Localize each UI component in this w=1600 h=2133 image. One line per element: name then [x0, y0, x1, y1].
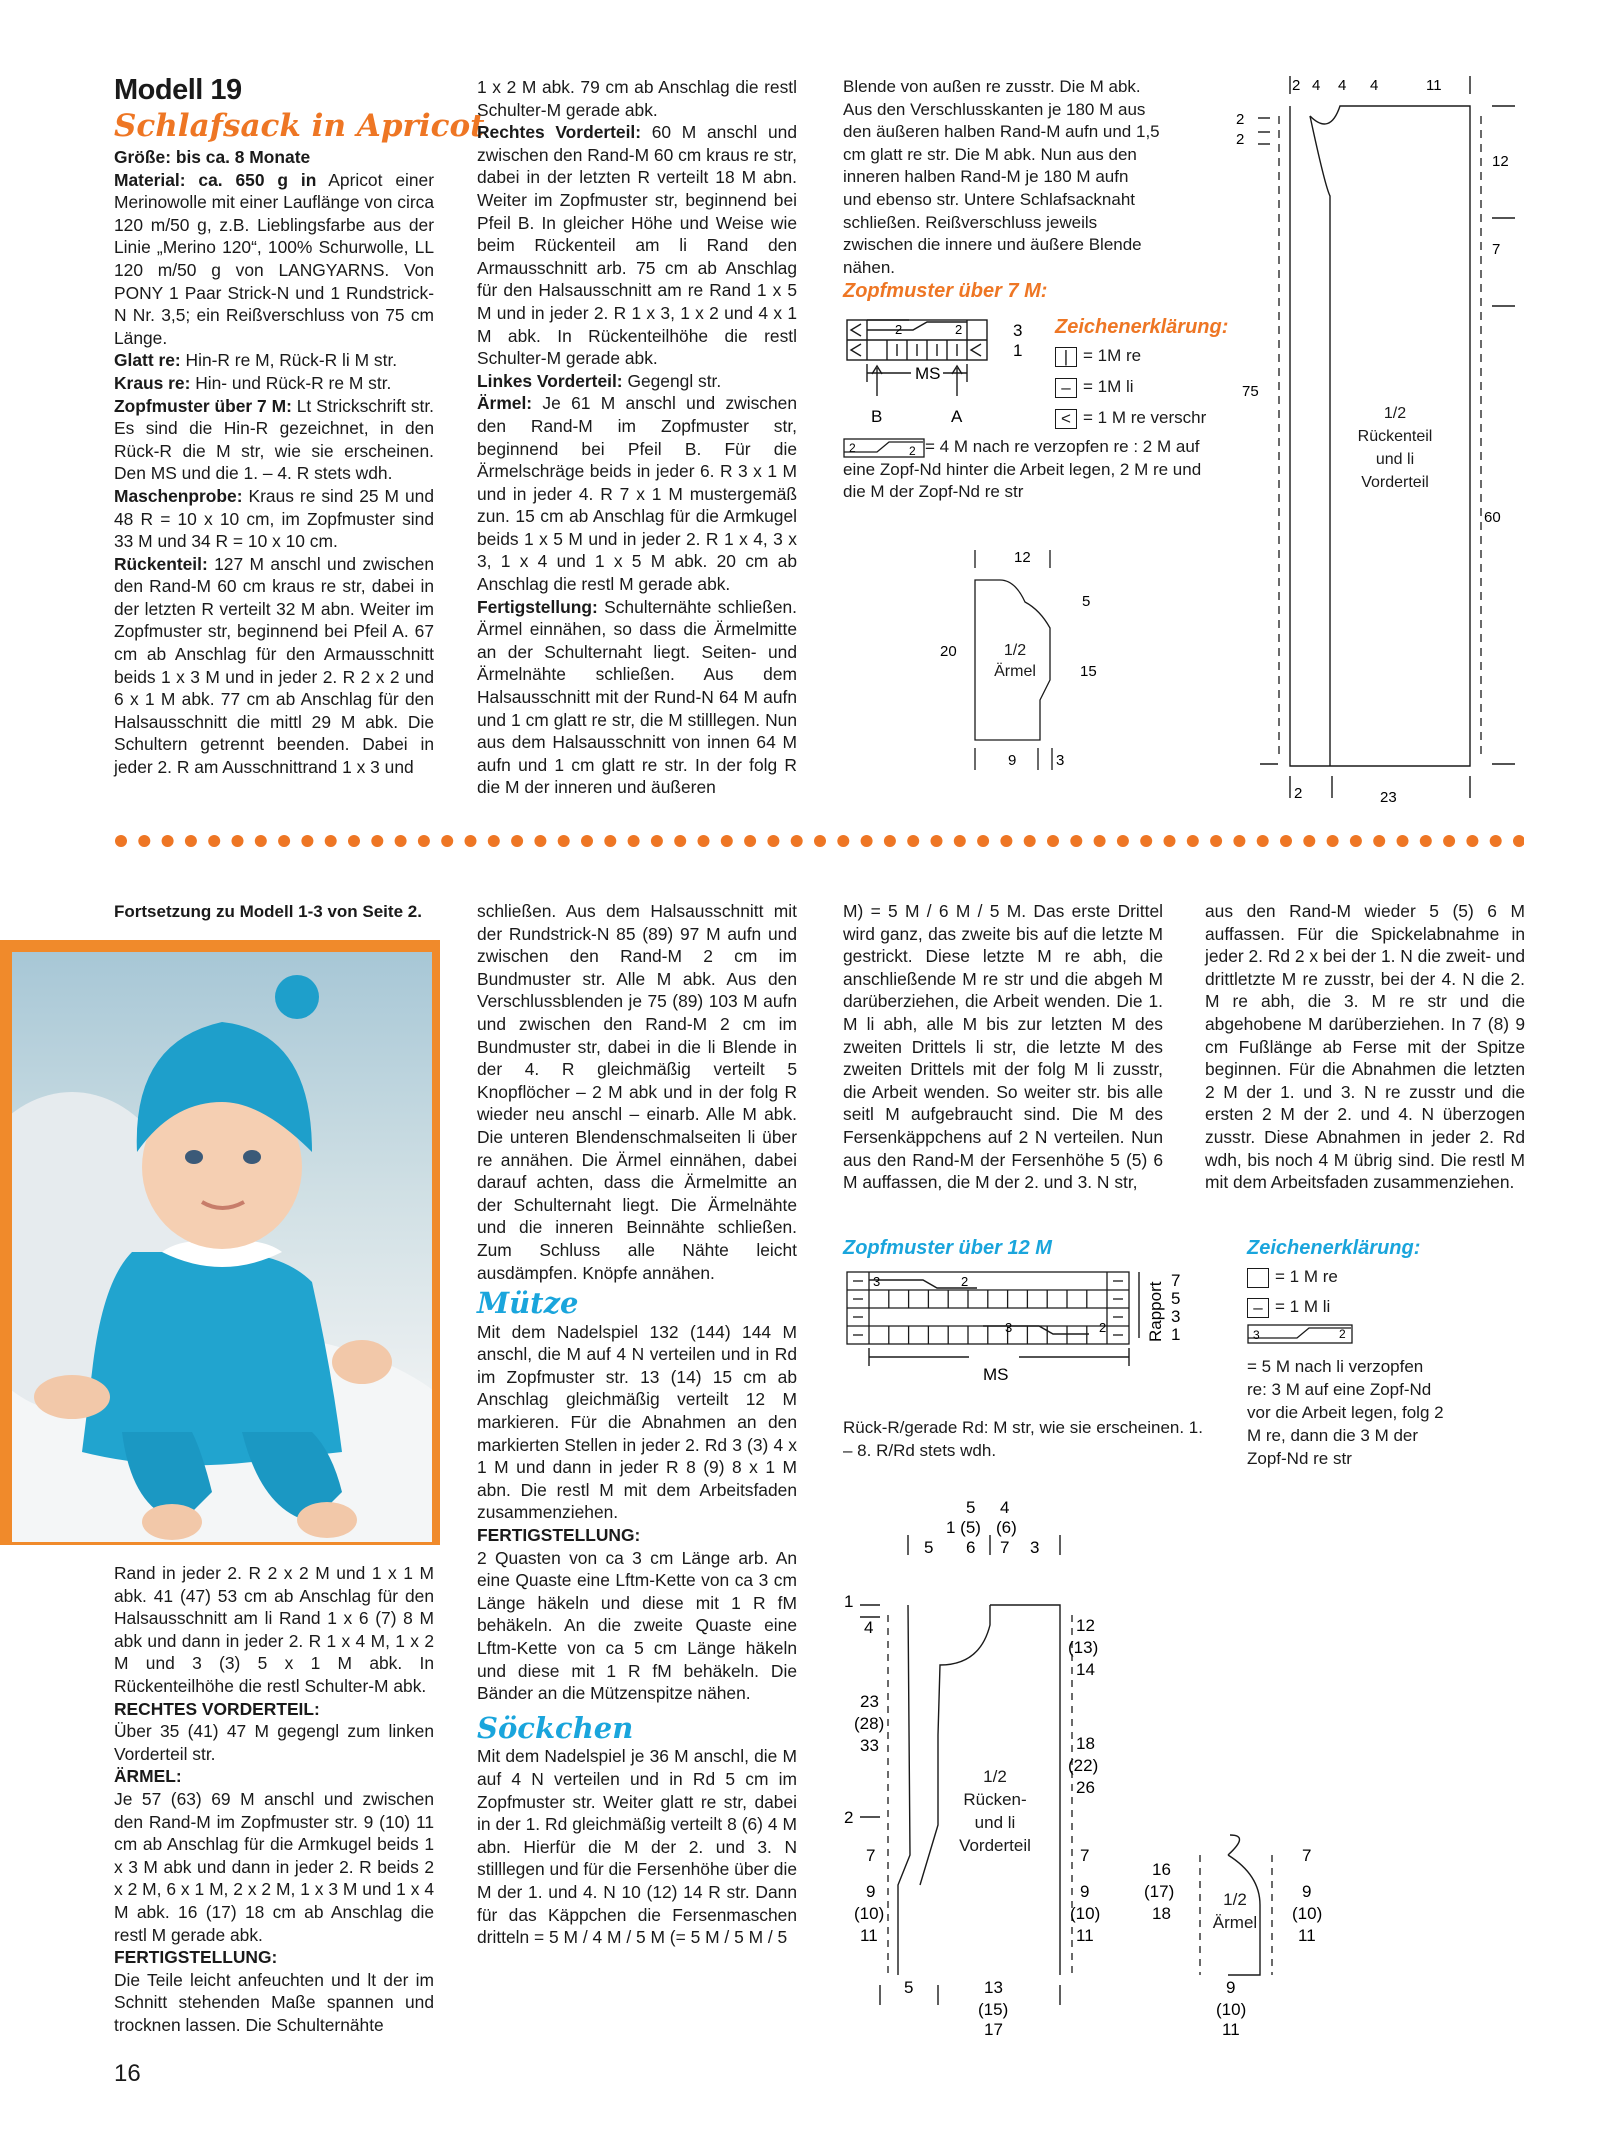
- divider-dot: [1140, 835, 1152, 847]
- socks-text-continued: M) = 5 M / 6 M / 5 M. Das erste Drittel wird ganz, das zweite bis auf die letzte M gestrickt. Diese letzte M re abh, die anschließende M re str und die abgeh M darüberziehen, die Arbeit wenden. Die 1. M li abh, alle M bis zur letzten M des zweiten Drittels li str, die letzte M des zweiten Drittels mit der folg M li zusstr, die Arbeit wenden. So weiter str. bis alle seitl M aufgebraucht sind. Die M des Fersenkäppchens auf 2 N verteilen. Nun aus den Rand-M der Fersenhöhe 5 (5) 6 M auffassen, die M der 2. und 3. N str,: [843, 901, 1163, 1193]
- sleeve2-dim: 9: [1226, 1978, 1236, 1997]
- divider-dot: [1187, 835, 1199, 847]
- romper-dim: 9: [866, 1882, 876, 1901]
- row-number: 1: [1013, 341, 1023, 360]
- divider-dot: [162, 835, 174, 847]
- divider-dot: [395, 835, 407, 847]
- paragraph: [477, 76, 797, 121]
- arrow-b-label: B: [871, 407, 883, 426]
- cable-cell-label: 2: [1099, 1320, 1107, 1335]
- divider-dot: [1420, 835, 1432, 847]
- text-column-3: [843, 76, 1161, 279]
- divider-dot: [1210, 835, 1222, 847]
- paragraph: [114, 395, 434, 485]
- cable-explanation: 2 2 = 4 M nach re verzopfen re : 2 M auf eine Zopf-Nd hinter die Arbeit legen, 2 M re und die M der Zopf-Nd re str: [843, 437, 1202, 502]
- ms-label: MS: [915, 364, 941, 383]
- paragraph: [114, 169, 434, 350]
- romper-dim: 14: [1076, 1660, 1095, 1679]
- paragraph-text: Hin- und Rück-R re M str.: [190, 372, 392, 393]
- divider-dot: [511, 835, 523, 847]
- paragraph: [477, 370, 797, 393]
- legend-list: [1055, 340, 1206, 433]
- romper-dim: 2: [844, 1808, 854, 1827]
- romper-schematic: [840, 1495, 1340, 2055]
- row-number: 7: [1171, 1271, 1181, 1290]
- muetze-subheading: FERTIGSTELLUNG:: [477, 1525, 641, 1546]
- divider-dot: [744, 835, 756, 847]
- divider-dot: [977, 835, 989, 847]
- sleeve2-dim: 11: [1298, 1926, 1316, 1945]
- paragraph: [114, 485, 434, 553]
- muetze-text: Mit dem Nadelspiel 132 (144) 144 M anschl, die M auf 4 N verteilen und in Rd im Zopfmuster str. 13 (14) 15 cm ab Anschlag gleichmäßig verteilt 12 M markieren. Für die Abnahmen an den markierten Stellen in jeder 2. Rd 3 (3) 4 x 1 M und dann in jeder R 8 (9) 8 x 1 M abn. Die restl M mit dem Arbeitsfaden zusammenziehen.: [477, 1321, 797, 1523]
- body-dim-right: 7: [1492, 241, 1501, 258]
- divider-dot: [348, 835, 360, 847]
- divider-dot: [1350, 835, 1362, 847]
- sleeve2-dim: 7: [1302, 1846, 1312, 1865]
- divider-dot: [837, 835, 849, 847]
- sleeve2-dim: 11: [1222, 2020, 1240, 2039]
- divider-dot: [465, 835, 477, 847]
- knit-symbol-icon: [1247, 1268, 1269, 1288]
- rapport-label: Rapport: [1146, 1281, 1165, 1342]
- divider-dot: [581, 835, 593, 847]
- divider-dot: [721, 835, 733, 847]
- paragraph: [114, 372, 434, 395]
- romper-dim: 7: [1000, 1538, 1010, 1557]
- body-dim-top: 4: [1312, 77, 1321, 94]
- finishing-text: schließen. Aus dem Halsausschnitt mit der Rundstrick-N 85 (89) 97 M aufn und zwischen den Rand-M 2 cm im Bundmuster str. Alle M abk. Aus den Verschlussblenden je 75 (89) 103 M aufn und zwischen den Rand-M 2 cm im Bundmuster str, dabei in die li Blende in der 4. R gleichmäßig verteilt 5 Knopflöcher – 2 M abk und in der folg R wieder neu anschl – einarb. Alle M abk. Die unteren Blendenschmalseiten li über re annähen. Die Ärmel einnähen, dabei darauf achten, dass die Ärmelmitte an der Schulternaht liegt. Die Ärmelnähte und die inneren Beinnähte schließen. Zum Schluss alle Nähte leicht ausdämpfen. Knöpfe annähen.: [477, 901, 797, 1283]
- socks-heading: Söckchen: [477, 1710, 634, 1745]
- svg-text:3: 3: [1253, 1328, 1260, 1342]
- sleeve2-dim: (10): [1216, 2000, 1247, 2019]
- body-dim-right: 12: [1492, 153, 1509, 170]
- text-column-1: [114, 146, 434, 779]
- paragraph-text: Schulternähte schließen. Ärmel einnähen, so dass die Ärmelmitte an der Schulternaht liegt. Seiten- und Ärmelnähte schließen. Aus dem Halsausschnitt mit der Rund-N 64 M aufn und 1 cm glatt re str, die M stilllegen. Nun aus dem Halsausschnitt von innen 64 M aufn und 1 cm glatt re str. In der folg R die M der inneren und äußeren: [477, 596, 797, 798]
- romper-label: 1/2 Rücken- und li Vorderteil: [959, 1767, 1031, 1855]
- paragraph-lead: Größe: bis ca. 8 Monate: [114, 147, 311, 167]
- romper-dim: 23: [860, 1692, 879, 1711]
- romper-dim: 5: [966, 1498, 976, 1517]
- romper-dim: (6): [996, 1518, 1017, 1537]
- ms-label: MS: [983, 1365, 1009, 1384]
- legend-item-knit: | = 1M re: [1055, 340, 1206, 371]
- page-number: 16: [114, 2060, 141, 2087]
- paragraph: [114, 1946, 434, 1969]
- paragraph: [114, 349, 434, 372]
- divider-dot: [325, 835, 337, 847]
- legend2-cable-text: = 5 M nach li verzopfen re: 3 M auf eine Zopf-Nd vor die Arbeit legen, folg 2 M re, dann die 3 M der Zopf-Nd re str: [1247, 1357, 1444, 1468]
- divider-dot: [884, 835, 896, 847]
- body-dim-top: 2: [1292, 77, 1301, 94]
- sleeve2-dim: 16: [1152, 1860, 1171, 1879]
- muetze-finishing: 2 Quasten von ca 3 cm Länge arb. An eine Quaste eine Lftm-Kette von ca 3 cm Länge häkeln und diese mit 1 R fM behäkeln. An die zweite Quaste eine Lftm-Kette von ca 5 cm Länge häkeln und diese mit 1 R fM behäkeln. Die Bänder an die Mützenspitze nähen.: [477, 1547, 797, 1704]
- zopf12-note: Rück-R/gerade Rd: M str, wie sie erscheinen. 1. – 8. R/Rd stets wdh.: [843, 1418, 1203, 1460]
- romper-dim: 26: [1076, 1778, 1095, 1797]
- socks-text-continued: aus den Rand-M wieder 5 (5) 6 M auffassen. Für die Spickelabnahme in jeder 2. Rd 2 x bei der 1. N die zweit- und drittletzte M re zusstr, bei der 4. N die 2. M re abh, die 3. M re str und die abgehobene M darüberziehen. In 7 (8) 9 cm Fußlänge ab Ferse mit der Spitze beginnen. Für die Abnahmen die letzten 2 M der 1. und 3. N re zusstr und die ersten 2 M der 2. und 4. N überzogen zusstr. Diese Abnahmen in jeder 2. Rd wdh, bis noch 4 M übrig sind. Die restl M mit dem Arbeitsfaden zusammenziehen.: [1205, 901, 1525, 1193]
- divider-dot: [1466, 835, 1478, 847]
- paragraph-lead: Glatt re:: [114, 350, 181, 371]
- cable-cell-label: 3: [1005, 1320, 1013, 1335]
- model-title: Modell 19: [114, 74, 242, 106]
- zopf12-heading: Zopfmuster über 12 M: [843, 1237, 1052, 1259]
- paragraph-text: Lt Strickschrift str. Es sind die Hin-R gezeichnet, in den Rück-R die M str, wie sie erscheinen. Den MS und die 1. – 4. R stets wdh.: [114, 395, 435, 484]
- divider-dot: [278, 835, 290, 847]
- body-dim-left: 2: [1236, 131, 1245, 148]
- divider-dot: [1373, 835, 1385, 847]
- divider-dot: [1257, 835, 1269, 847]
- paragraph-text: Gegengl str.: [622, 370, 722, 391]
- paragraph-lead: Ärmel:: [477, 393, 533, 414]
- model-subtitle: Schlafsack in Apricot: [114, 108, 485, 144]
- paragraph-lead: Rückenteil:: [114, 553, 208, 574]
- body-dim-top: 4: [1370, 77, 1379, 94]
- paragraph-lead: Maschenprobe:: [114, 485, 243, 506]
- legend-heading: Zeichenerklärung:: [1055, 316, 1229, 338]
- divider-dot: [371, 835, 383, 847]
- knit-symbol-icon: |: [1055, 347, 1077, 367]
- paragraph: [477, 392, 797, 595]
- sleeve2-label: 1/2 Ärmel: [1212, 1890, 1258, 1932]
- paragraph-lead: Fertigstellung:: [477, 596, 598, 617]
- romper-dim: (10): [1070, 1904, 1101, 1923]
- sleeve-dim-bottom: 9: [1008, 752, 1017, 769]
- romper-dim: (15): [978, 2000, 1009, 2019]
- paragraph-lead: Kraus re:: [114, 372, 191, 393]
- divider-dot: [1513, 835, 1524, 847]
- paragraph-text: Rand in jeder 2. R 2 x 2 M und 1 x 1 M abk. 41 (47) 53 cm ab Anschlag für den Halsausschnitt am li Rand 1 x 6 (7) 8 M abk und dann in jeder 2. R 1 x 4 M, 1 x 2 M und 3 (3) 5 x 1 M abk. In Rückenteilhöhe die restl Schulter-M abk.: [114, 1563, 434, 1696]
- divider-dot: [674, 835, 686, 847]
- divider-dot: [1233, 835, 1245, 847]
- divider-dot: [1490, 835, 1502, 847]
- divider-dot: [1397, 835, 1409, 847]
- instructions-continued: Blende von außen re zusstr. Die M abk. Aus den Verschlusskanten je 180 M aus den äußeren halben Rand-M aufn und 1,5 cm glatt re str. Die M abk. Nun aus den inneren halben Rand-M je 180 M aufn und ebenso str. Untere Schlafsacknaht schließen. Reißverschluss jeweils zwischen die innere und äußere Blende nähen.: [843, 77, 1160, 277]
- divider-dot: [954, 835, 966, 847]
- legend-item-twisted: < = 1 M re verschr: [1055, 402, 1206, 433]
- divider-dot: [185, 835, 197, 847]
- romper-dim: 6: [966, 1538, 976, 1557]
- baby-photo: [0, 940, 440, 1545]
- divider-dot: [301, 835, 313, 847]
- paragraph: [114, 1765, 434, 1788]
- cable-5-icon: [1247, 1324, 1353, 1354]
- divider-dot: [418, 835, 430, 847]
- sleeve-dim-right: 15: [1080, 663, 1097, 680]
- sleeve2-dim: (17): [1144, 1882, 1175, 1901]
- divider-dot: [1303, 835, 1315, 847]
- romper-dim: (28): [854, 1714, 885, 1733]
- divider-dot: [488, 835, 500, 847]
- cable-chart-7: [843, 316, 1043, 434]
- romper-dim: 13: [984, 1978, 1003, 1997]
- photo-content: [12, 952, 432, 1542]
- paragraph: [114, 1788, 434, 1946]
- divider-dot: [767, 835, 779, 847]
- paragraph: [114, 553, 434, 779]
- arrow-a-label: A: [951, 407, 963, 426]
- romper-dim: 1: [844, 1592, 854, 1611]
- romper-dim: 7: [1080, 1846, 1090, 1865]
- paragraph: [114, 1969, 434, 2037]
- divider-dot: [441, 835, 453, 847]
- body-dim-left: 75: [1242, 383, 1259, 400]
- romper-dim: 4: [1000, 1498, 1010, 1517]
- divider-dot: [1117, 835, 1129, 847]
- continuation-heading: Fortsetzung zu Modell 1-3 von Seite 2.: [114, 902, 422, 921]
- purl-symbol-icon: –: [1247, 1298, 1269, 1318]
- row-number: 5: [1171, 1289, 1181, 1308]
- romper-dim: (10): [854, 1904, 885, 1923]
- divider-dot: [861, 835, 873, 847]
- svg-text:2: 2: [849, 440, 856, 455]
- paragraph-lead: Linkes Vorderteil:: [477, 370, 623, 391]
- sleeve-label: 1/2 Ärmel: [994, 642, 1036, 680]
- body-dim-bottom: 2: [1294, 785, 1303, 802]
- cable-4-icon: [843, 438, 925, 458]
- paragraph-lead: Material: ca. 650 g in: [114, 169, 317, 190]
- text-column-2: [477, 76, 797, 799]
- paragraph-text: Über 35 (41) 47 M gegengl zum linken Vorderteil str.: [114, 1721, 434, 1764]
- paragraph-text: Je 61 M anschl und zwischen den Rand-M im Zopfmuster str, beginnend bei Pfeil B. Für die Ärmelschräge beids in jeder 6. R 3 x 1 M und in jeder 4. R 7 x 1 M mustergemäß zun. 15 cm ab Anschlag für die Armkugel beids 1 x 5 M und in jeder 2. R 1 x 4, 3 x 3, 1 x 4 und 1 x 5 M abk. 20 cm ab Anschlag die restl M gerade abk.: [477, 393, 797, 595]
- paragraph-lead: Rechtes Vorderteil:: [477, 122, 642, 143]
- divider-dot: [1164, 835, 1176, 847]
- legend2-item-knit: = 1 M re: [1247, 1262, 1353, 1292]
- text-column-b1: [114, 1562, 434, 2036]
- paragraph-text: Die Teile leicht anfeuchten und lt der im Schnitt stehenden Maße spannen und trocknen lassen. Die Schulternähte: [114, 1969, 434, 2035]
- row-number: 1: [1171, 1325, 1181, 1344]
- paragraph: [114, 1698, 434, 1721]
- divider-dot: [1024, 835, 1036, 847]
- romper-dim: 5: [924, 1538, 934, 1557]
- paragraph: [114, 146, 434, 169]
- cable-cell-label: 2: [955, 322, 963, 337]
- romper-dim: 7: [866, 1846, 876, 1865]
- divider-dot: [698, 835, 710, 847]
- socks-text: Mit dem Nadelspiel je 36 M anschl, die M auf 4 N verteilen und in Rd 5 cm im Zopfmuster str. Weiter glatt re str, dabei in der 1. Rd gleichmäßig verteilt 8 (6) 4 M abn. Hierfür die M der 2. und 3. N stilllegen und für die Fersenhöhe über die M der 1. und 4. N 10 (12) 14 R str. Dann für das Käppchen die Fersenmaschen dritteln = 5 M / 4 M / 5 M (= 5 M / 5 M / 5: [477, 1746, 798, 1948]
- cable-cell-label: 2: [961, 1274, 969, 1289]
- sleeve-dim-left: 20: [940, 643, 957, 660]
- sleeve2-dim: (10): [1292, 1904, 1323, 1923]
- divider-dot: [1070, 835, 1082, 847]
- paragraph: [114, 1562, 434, 1698]
- paragraph-text: 60 M anschl und zwischen den Rand-M 60 cm kraus re str, dabei in der letzten R verteilt 18 M abn. Weiter im Zopfmuster str, beginnend bei Pfeil B. In gleicher Höhe und Weise wie beim Rückenteil am li Rand den Armausschnitt arb. 75 cm ab Anschlag für den Halsausschnitt am re Rand 1 x 5 M und in jeder 2. R 1 x 3, 1 x 2 und 4 x 1 M abk. In Rückenteilhöhe die restl Schulter-M gerade abk.: [477, 122, 797, 369]
- paragraph-text: 127 M anschl und zwischen den Rand-M 60 cm kraus re str, dabei in der letzten R verteilt 32 M abn. Weiter im Zopfmuster str, beginnend bei Pfeil A. 67 cm ab Anschlag für den Armausschnitt beids 1 x 3 M und in jeder 2. R 2 x 2 und 6 x 1 M abk. 77 cm ab Anschlag für den Halsausschnitt die mittl 29 M abk. Die Schultern getrennt beenden. Dabei in jeder 2. R am Ausschnittrand 1 x 3 und: [114, 553, 434, 778]
- paragraph-lead: ÄRMEL:: [114, 1766, 182, 1787]
- divider-dot: [138, 835, 150, 847]
- divider-dot: [791, 835, 803, 847]
- divider-dot: [1280, 835, 1292, 847]
- romper-dim: 9: [1080, 1882, 1090, 1901]
- paragraph-text: Kraus re sind 25 M und 48 R = 10 x 10 cm, im Zopfmuster sind 33 M und 34 R = 10 x 10 cm.: [114, 485, 434, 552]
- divider-dot: [651, 835, 663, 847]
- paragraph-text: 1 x 2 M abk. 79 cm ab Anschlag die restl Schulter-M gerade abk.: [477, 77, 797, 120]
- romper-dim: 3: [1030, 1538, 1040, 1557]
- paragraph: [114, 1720, 434, 1765]
- romper-dim: 18: [1076, 1734, 1095, 1753]
- legend2-item-purl: – = 1 M li: [1247, 1292, 1353, 1322]
- cable-chart-12: [843, 1262, 1203, 1392]
- cable-cell-label: 2: [895, 322, 903, 337]
- divider-dot: [1000, 835, 1012, 847]
- divider-dot: [1047, 835, 1059, 847]
- muetze-heading: Mütze: [477, 1286, 579, 1321]
- body-dim-bottom: 23: [1380, 789, 1397, 806]
- divider-dot: [604, 835, 616, 847]
- paragraph-lead: Zopfmuster über 7 M:: [114, 395, 292, 416]
- zopf7-heading: Zopfmuster über 7 M:: [843, 280, 1048, 302]
- divider-dot: [907, 835, 919, 847]
- body-dim-top: 11: [1426, 77, 1442, 94]
- divider-dot: [1327, 835, 1339, 847]
- paragraph-text: Apricot einer Merinowolle mit einer Lauflänge von circa 120 m/50 g, z.B. Lieblingsfarbe aus der Linie „Merino 120“, 100% Schurwolle, LL 120 m/50 g von LANGYARNS. Von PONY 1 Paar Strick-N und 1 Rundstrick-N Nr. 3,5; ein Reißverschluss von 75 cm Länge.: [114, 169, 434, 348]
- purl-symbol-icon: –: [1055, 378, 1077, 398]
- romper-dim: 5: [904, 1978, 914, 1997]
- paragraph-lead: RECHTES VORDERTEIL:: [114, 1698, 320, 1719]
- romper-dim: 4: [864, 1618, 874, 1637]
- divider-dot: [534, 835, 546, 847]
- row-number: 3: [1013, 321, 1023, 340]
- paragraph: [477, 121, 797, 370]
- legend-item-purl: – = 1M li: [1055, 371, 1206, 402]
- body-dim-top: 4: [1338, 77, 1347, 94]
- divider-dot: [814, 835, 826, 847]
- paragraph-text: Je 57 (63) 69 M anschl und zwischen den Rand-M im Zopfmuster str. 9 (10) 11 cm ab Anschlag für die Armkugel beids 1 x 3 M abk und dann in jeder 2. R beids 2 x 2 M, 6 x 1 M, 2 x 2 M, 1 x 3 M und 1 x 4 M abk. 16 (17) 18 cm ab Anschlag die restl M gerade abk.: [114, 1788, 434, 1945]
- row-number: 3: [1171, 1307, 1181, 1326]
- legend2-heading: Zeichenerklärung:: [1247, 1237, 1421, 1259]
- romper-dim: 17: [984, 2020, 1003, 2039]
- divider-dot: [931, 835, 943, 847]
- divider-dot: [208, 835, 220, 847]
- sleeve-dim-bottom: 3: [1056, 752, 1065, 769]
- romper-dim: 11: [1076, 1926, 1094, 1945]
- divider-dot: [628, 835, 640, 847]
- text-column-b4: [1205, 900, 1525, 1194]
- legend2-list: [1247, 1262, 1353, 1354]
- dotted-divider: [114, 833, 1524, 849]
- divider-dot: [115, 835, 127, 847]
- paragraph-text: Hin-R re M, Rück-R li M str.: [180, 350, 398, 371]
- divider-dot: [1443, 835, 1455, 847]
- sleeve2-dim: 9: [1302, 1882, 1312, 1901]
- sleeve-dim-top: 12: [1014, 549, 1031, 566]
- sleeve-dim-right: 5: [1082, 593, 1091, 610]
- svg-text:2: 2: [909, 443, 916, 458]
- twisted-stitch-icon: <: [1055, 409, 1077, 429]
- text-column-b3: [843, 900, 1163, 1194]
- svg-text:2: 2: [1339, 1327, 1346, 1341]
- divider-dot: [232, 835, 244, 847]
- divider-dot: [255, 835, 267, 847]
- cable-cell-label: 3: [873, 1274, 881, 1289]
- romper-dim: 11: [860, 1926, 878, 1945]
- paragraph-lead: FERTIGSTELLUNG:: [114, 1947, 278, 1968]
- romper-dim: (22): [1068, 1756, 1099, 1775]
- romper-dim: 33: [860, 1736, 879, 1755]
- text-column-b2: [477, 900, 797, 1949]
- body-dim-left: 2: [1236, 111, 1245, 128]
- romper-dim: (13): [1068, 1638, 1099, 1657]
- romper-dim: 12: [1076, 1616, 1095, 1635]
- romper-dim: 1 (5): [946, 1518, 981, 1537]
- sleeve2-dim: 18: [1152, 1904, 1171, 1923]
- paragraph: [477, 596, 797, 799]
- body-label: 1/2 Rückenteil und li Vorderteil: [1357, 405, 1433, 491]
- divider-dot: [1094, 835, 1106, 847]
- body-dim-right: 60: [1484, 509, 1501, 526]
- divider-dot: [558, 835, 570, 847]
